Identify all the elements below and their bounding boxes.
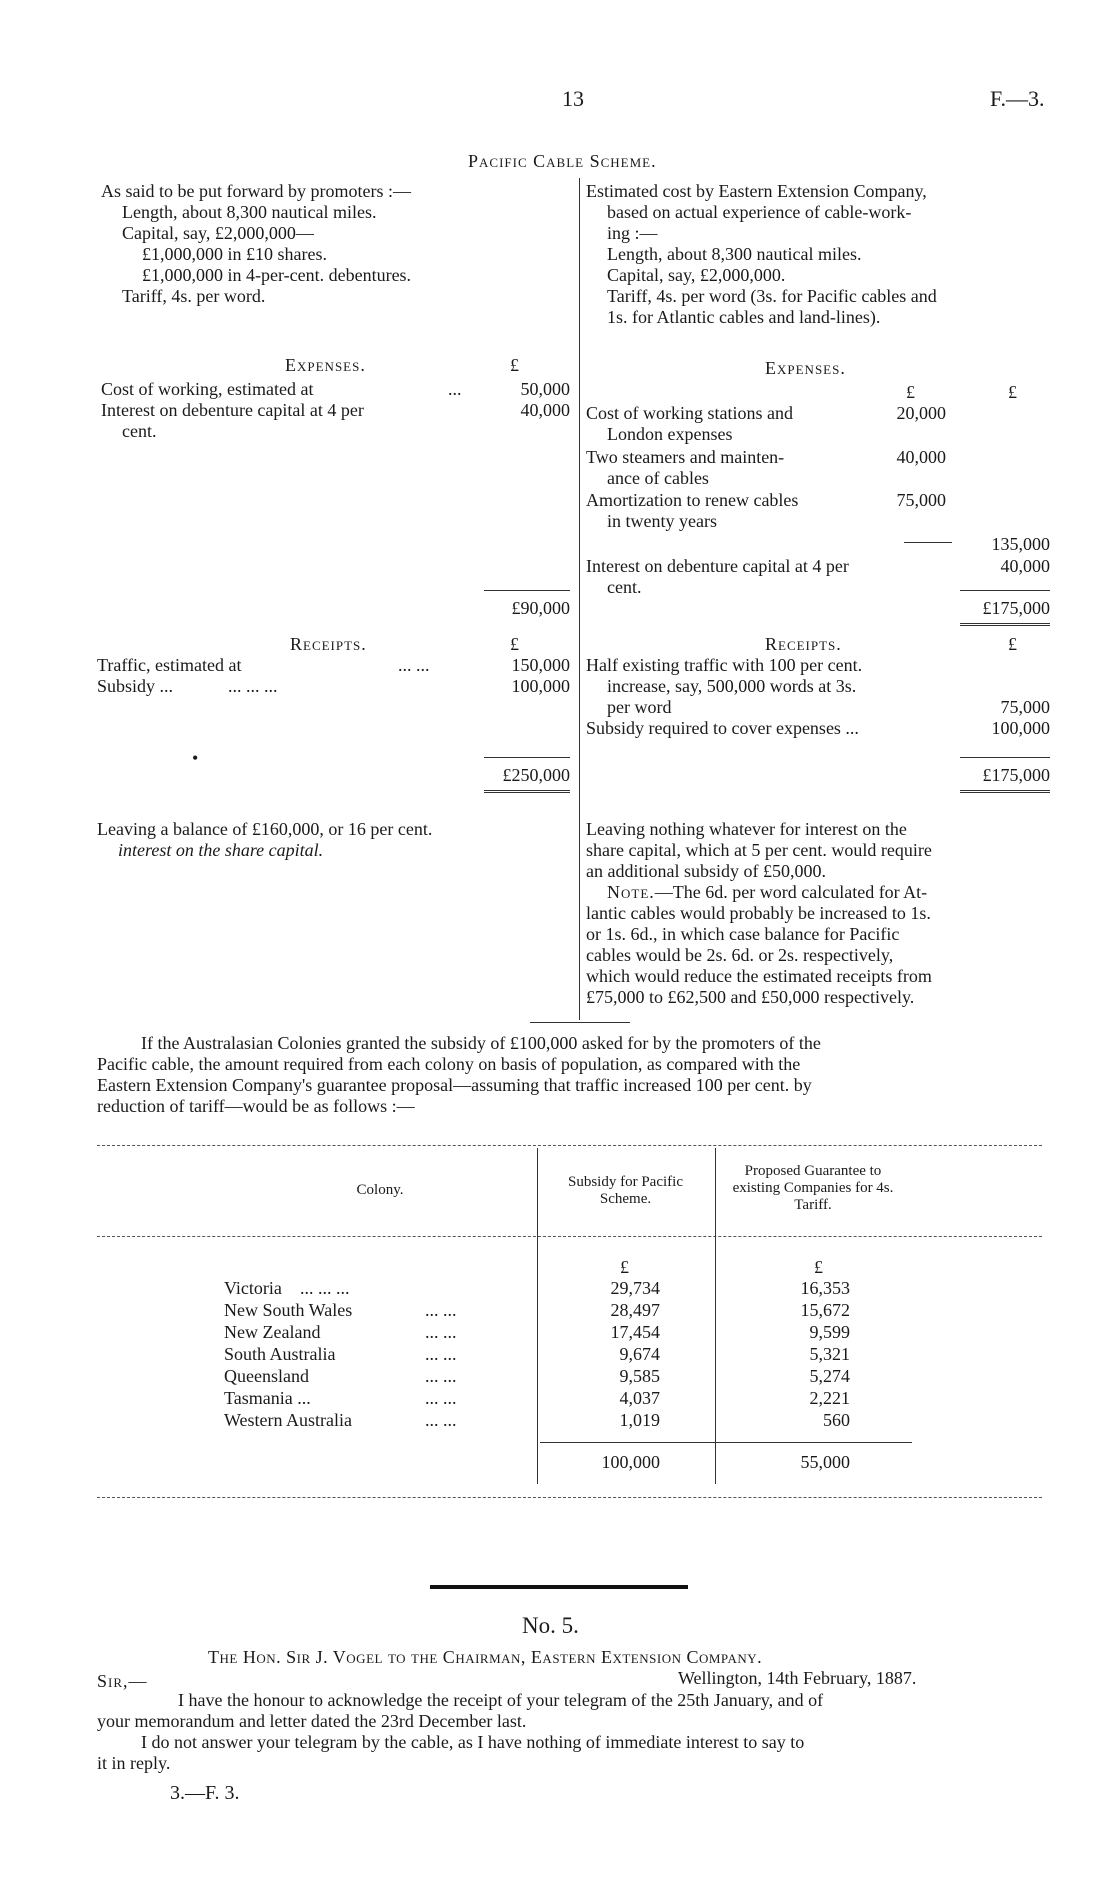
leader-dots: ... ... bbox=[425, 1366, 457, 1386]
left-intro-line: Tariff, 4s. per word. bbox=[122, 286, 266, 306]
receipt-label: Subsidy required to cover expenses ... bbox=[586, 718, 859, 738]
left-intro-line: £1,000,000 in 4-per-cent. debentures. bbox=[142, 265, 412, 285]
table-col-divider bbox=[715, 1148, 716, 1484]
note-text: —The 6d. per word calculated for At- bbox=[654, 882, 928, 902]
leader-dots: ... bbox=[448, 379, 462, 399]
right-receipts-heading: Receipts. bbox=[765, 634, 842, 654]
letter-line: your memorandum and letter dated the 23rd December last. bbox=[97, 1711, 527, 1731]
note-first-line bbox=[607, 882, 927, 903]
receipt-total: £250,000 bbox=[502, 765, 570, 785]
table-top-rule bbox=[97, 1145, 1042, 1146]
leader-dots: ... ... bbox=[425, 1388, 457, 1408]
subsidy-value: 4,037 bbox=[619, 1388, 660, 1408]
subsidy-value: 9,674 bbox=[619, 1344, 660, 1364]
colony-name: South Australia bbox=[224, 1344, 336, 1364]
note-line: £75,000 to £62,500 and £50,000 respectively. bbox=[586, 987, 915, 1007]
letter-number: No. 5. bbox=[522, 1613, 579, 1638]
expense-label: London expenses bbox=[607, 424, 733, 444]
letter-line: it in reply. bbox=[97, 1753, 171, 1773]
receipt-total: £175,000 bbox=[982, 765, 1050, 785]
currency-symbol: £ bbox=[620, 1257, 629, 1277]
colony-name: Tasmania ... bbox=[224, 1388, 311, 1408]
right-intro-line: Estimated cost by Eastern Extension Company, bbox=[586, 181, 927, 201]
double-rule bbox=[960, 623, 1050, 626]
stray-mark: • bbox=[192, 748, 199, 768]
col-header-guarantee: Proposed Guarantee to existing Companies for 4s. Tariff. bbox=[732, 1163, 894, 1213]
right-intro-line: ing :— bbox=[607, 223, 658, 243]
receipt-label: Subsidy ... bbox=[97, 676, 174, 696]
expense-value: 40,000 bbox=[1000, 556, 1050, 576]
col-header-colony: Colony. bbox=[356, 1182, 404, 1198]
note-line: or 1s. 6d., in which case balance for Pacific bbox=[586, 924, 900, 944]
paragraph-line: Eastern Extension Company's guarantee proposal—assuming that traffic increased 100 per cent. by bbox=[97, 1075, 812, 1095]
right-intro-line: Capital, say, £2,000,000. bbox=[607, 265, 786, 285]
subsidy-value: 29,734 bbox=[610, 1278, 660, 1298]
receipt-value: 150,000 bbox=[511, 655, 570, 675]
guarantee-total: 55,000 bbox=[800, 1452, 850, 1472]
receipt-value: 75,000 bbox=[1000, 697, 1050, 717]
leader-dots: ... ... bbox=[425, 1344, 457, 1364]
currency-symbol: £ bbox=[510, 634, 519, 654]
receipt-label: increase, say, 500,000 words at 3s. bbox=[607, 676, 857, 696]
place-date: Wellington, 14th February, 1887. bbox=[678, 1668, 917, 1688]
paragraph-line: If the Australasian Colonies granted the subsidy of £100,000 asked for by the promoters of the bbox=[141, 1033, 821, 1053]
receipt-label: Traffic, estimated at bbox=[97, 655, 242, 675]
expense-label: Cost of working, estimated at bbox=[101, 379, 314, 399]
guarantee-value: 5,274 bbox=[809, 1366, 850, 1386]
guarantee-value: 16,353 bbox=[800, 1278, 850, 1298]
rule bbox=[484, 757, 570, 758]
colony-name: New Zealand bbox=[224, 1322, 321, 1342]
note-line: which would reduce the estimated receipts from bbox=[586, 966, 932, 986]
expense-label: cent. bbox=[122, 421, 157, 441]
table-bottom-rule bbox=[97, 1497, 1042, 1498]
column-divider bbox=[579, 178, 580, 1020]
expense-label: cent. bbox=[607, 577, 642, 597]
subsidy-value: 9,585 bbox=[619, 1366, 660, 1386]
expense-label: Interest on debenture capital at 4 per bbox=[586, 556, 849, 576]
col-header-subsidy: Subsidy for Pacific Scheme. bbox=[568, 1174, 683, 1207]
receipt-label: per word bbox=[607, 697, 672, 717]
page-number: 13 bbox=[562, 86, 584, 111]
subsidy-value: 1,019 bbox=[619, 1410, 660, 1430]
rule bbox=[960, 590, 1050, 591]
expense-label: ance of cables bbox=[607, 468, 709, 488]
expense-value: 40,000 bbox=[896, 447, 946, 467]
total-rule bbox=[540, 1442, 912, 1443]
guarantee-value: 560 bbox=[823, 1410, 850, 1430]
document-reference: F.—3. bbox=[990, 86, 1045, 111]
letter-line: I have the honour to acknowledge the receipt of your telegram of the 25th January, and of bbox=[178, 1690, 824, 1710]
left-intro-line: Capital, say, £2,000,000— bbox=[122, 223, 314, 243]
expense-value: 75,000 bbox=[896, 490, 946, 510]
salutation: Sir,— bbox=[97, 1671, 148, 1691]
paragraph-line: Pacific cable, the amount required from each colony on basis of population, as compared with the bbox=[97, 1054, 801, 1074]
expense-label: Two steamers and mainten- bbox=[586, 447, 785, 467]
heavy-rule bbox=[430, 1585, 688, 1589]
receipt-label: Half existing traffic with 100 per cent. bbox=[586, 655, 863, 675]
table-col-divider bbox=[537, 1148, 538, 1484]
expense-label: in twenty years bbox=[607, 511, 717, 531]
expense-total: £90,000 bbox=[511, 598, 570, 618]
leader-dots: ... ... bbox=[398, 655, 430, 675]
left-expenses-heading: Expenses. bbox=[285, 355, 366, 375]
right-intro-line: Length, about 8,300 nautical miles. bbox=[607, 244, 862, 264]
guarantee-value: 15,672 bbox=[800, 1300, 850, 1320]
guarantee-value: 9,599 bbox=[809, 1322, 850, 1342]
expense-value: 40,000 bbox=[520, 400, 570, 420]
expense-subtotal: 135,000 bbox=[991, 534, 1050, 554]
expense-total: £175,000 bbox=[982, 598, 1050, 618]
balance-line: interest on the share capital. bbox=[118, 840, 324, 860]
expense-label: Amortization to renew cables bbox=[586, 490, 799, 510]
rule bbox=[484, 590, 570, 591]
scheme-title: Pacific Cable Scheme. bbox=[468, 151, 657, 171]
currency-symbol: £ bbox=[906, 382, 915, 402]
right-expenses-heading: Expenses. bbox=[765, 358, 846, 378]
colony-name: Victoria bbox=[224, 1278, 282, 1298]
double-rule bbox=[484, 790, 570, 793]
expense-label: Cost of working stations and bbox=[586, 403, 793, 423]
left-receipts-heading: Receipts. bbox=[290, 634, 367, 654]
expense-value: 50,000 bbox=[520, 379, 570, 399]
guarantee-value: 2,221 bbox=[809, 1388, 850, 1408]
expense-value: 20,000 bbox=[896, 403, 946, 423]
note-label: Note. bbox=[607, 882, 655, 902]
guarantee-value: 5,321 bbox=[809, 1344, 850, 1364]
currency-symbol: £ bbox=[1008, 634, 1017, 654]
leader-dots: ... ... bbox=[425, 1322, 457, 1342]
right-intro-line: based on actual experience of cable-work- bbox=[607, 202, 912, 222]
rule bbox=[960, 757, 1050, 758]
balance-line: share capital, which at 5 per cent. would require bbox=[586, 840, 932, 860]
double-rule bbox=[960, 790, 1050, 793]
left-intro-line: As said to be put forward by promoters :— bbox=[101, 181, 411, 201]
subsidy-total: 100,000 bbox=[601, 1452, 660, 1472]
page-signature: 3.—F. 3. bbox=[170, 1782, 240, 1804]
paragraph-line: reduction of tariff—would be as follows :— bbox=[97, 1096, 415, 1116]
colony-name: Western Australia bbox=[224, 1410, 353, 1430]
subsidy-value: 17,454 bbox=[610, 1322, 660, 1342]
receipt-value: 100,000 bbox=[991, 718, 1050, 738]
right-intro-line: 1s. for Atlantic cables and land-lines). bbox=[607, 307, 881, 327]
letter-heading: The Hon. Sir J. Vogel to the Chairman, Eastern Extension Company. bbox=[208, 1647, 763, 1667]
section-divider bbox=[530, 1022, 630, 1023]
subsidy-value: 28,497 bbox=[610, 1300, 660, 1320]
currency-symbol: £ bbox=[814, 1257, 823, 1277]
right-intro-line: Tariff, 4s. per word (3s. for Pacific cables and bbox=[607, 286, 937, 306]
note-line: lantic cables would probably be increased to 1s. bbox=[586, 903, 931, 923]
currency-symbol: £ bbox=[510, 355, 519, 375]
rule bbox=[904, 542, 952, 543]
table-header-rule bbox=[97, 1236, 1042, 1237]
balance-line: Leaving nothing whatever for interest on the bbox=[586, 819, 907, 839]
balance-line: Leaving a balance of £160,000, or 16 per cent. bbox=[97, 819, 433, 839]
leader-dots: ... ... ... bbox=[300, 1278, 350, 1298]
letter-line: I do not answer your telegram by the cable, as I have nothing of immediate interest to say to bbox=[141, 1732, 805, 1752]
currency-symbol: £ bbox=[1008, 382, 1017, 402]
receipt-value: 100,000 bbox=[511, 676, 570, 696]
balance-line: an additional subsidy of £50,000. bbox=[586, 861, 826, 881]
leader-dots: ... ... ... bbox=[228, 676, 278, 696]
leader-dots: ... ... bbox=[425, 1300, 457, 1320]
colony-name: New South Wales bbox=[224, 1300, 353, 1320]
colony-name: Queensland bbox=[224, 1366, 309, 1386]
left-intro-line: Length, about 8,300 nautical miles. bbox=[122, 202, 377, 222]
left-intro-line: £1,000,000 in £10 shares. bbox=[142, 244, 327, 264]
note-line: cables would be 2s. 6d. or 2s. respectively, bbox=[586, 945, 894, 965]
expense-label: Interest on debenture capital at 4 per bbox=[101, 400, 364, 420]
leader-dots: ... ... bbox=[425, 1410, 457, 1430]
